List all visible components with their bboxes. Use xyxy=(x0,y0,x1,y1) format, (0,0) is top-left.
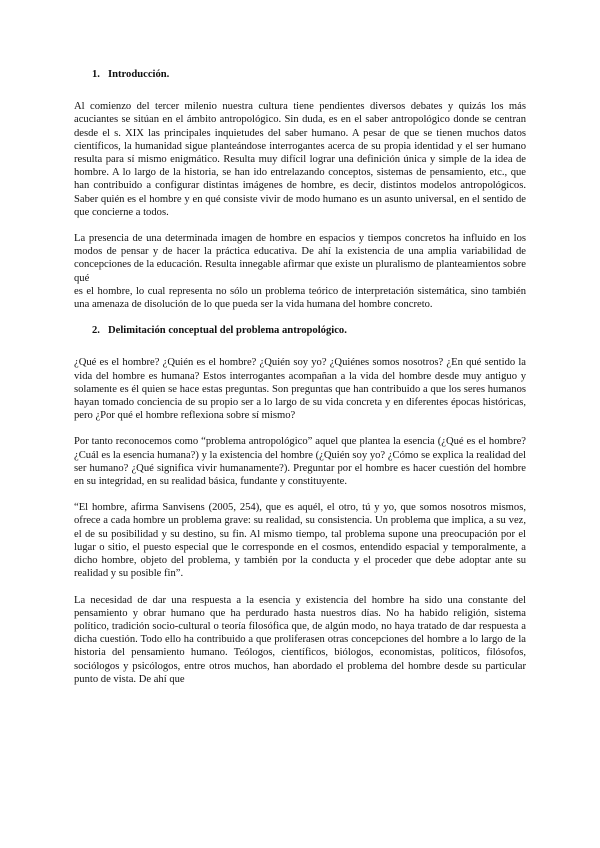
paragraph: La necesidad de dar una respuesta a la esencia y existencia del hombre ha sido una constante del pensamiento y obrar humano que ha perdurado hasta nuestros días. No ha habido religión, sistema político, tradición socio-cultural o teoría filosófica que, de algún modo, no haya tratado de dar respuesta a dicha cuestión. Todo ello ha contribuido a que proliferasen otras concepciones del hombre a lo largo de la historia del pensamiento humano. Teólogos, científicos, biólogos, economistas, políticos, filósofos, sociólogos y psicólogos, entre otros muchos, han abordado el problema del hombre desde su particular punto de vista. De ahí que xyxy=(74,594,526,685)
document-body xyxy=(74,68,526,686)
section-title: Delimitación conceptual del problema antropológico. xyxy=(108,325,347,337)
paragraph: La presencia de una determinada imagen de hombre en espacios y tiempos concretos ha influido en los modos de pensar y de hacer la práctica educativa. De ahí la existencia de una amplia variabilidad de concepciones de la educación. Resulta innegable afirmar que existe un pluralismo de planteamientos sobre qué xyxy=(74,233,526,284)
section-title: Introducción. xyxy=(108,69,170,80)
section-number: 2. xyxy=(92,325,100,337)
section-number: 1. xyxy=(92,69,100,80)
paragraph: Al comienzo del tercer milenio nuestra cultura tiene pendientes diversos debates y quizás los más acuciantes se sitúan en el ámbito antropológico. Sin duda, es en el saber antropológico donde se centran desde el s. XIX las principales inquietudes del saber humano. A pesar de que se tienen muchos datos científicos, la humanidad sigue planteándose interrogantes acerca de su propia identidad y el ser humano resulta para sí mismo enigmático. Resulta muy difícil lograr una definición única y simple de la idea de hombre. A lo largo de la historia, se han ido entrelazando conceptos, sistemas de pensamiento, etc., que han contribuido a configurar distintas imágenes de hombre, es decir, distintos modelos antropológicos. Saber quién es el hombre y en qué consiste vivir de modo humano es un asunto universal, en el sentido de que concierne a todos. xyxy=(74,101,526,218)
paragraph: Por tanto reconocemos como “problema antropológico” aquel que plantea la esencia (¿Qué es el hombre? ¿Cuál es la esencia humana?) y la existencia del hombre (¿Quién soy yo? ¿Cómo se explica la realidad del ser humano? ¿Qué significa vivir humanamente?). Preguntar por el hombre es hacer cuestión del hombre en su integridad, en su realidad básica, fundante y constituyente. xyxy=(74,436,526,488)
section-heading-introduccion xyxy=(74,68,526,81)
section-heading-delimitacion xyxy=(74,324,526,337)
quote-paragraph: “El hombre, afirma Sanvisens (2005, 254), que es aquél, el otro, tú y yo, que somos nosotros mismos, ofrece a cada hombre un problema grave: su realidad, su consistencia. Un problema que implica, a su vez, el de su posibilidad y su destino, su fin. Al mismo tiempo, tal problema supone una preocupación por el lugar o sitio, el puesto especial que le corresponde en el cosmos, entendido espacial y temporalmente, a dicho hombre, objeto del problema, y también por la conducta y el proceder que debe adoptar ante su realidad y su posible fin”. xyxy=(74,502,526,580)
paragraph: es el hombre, lo cual representa no sólo un problema teórico de interpretación sistemática, sino también una amenaza de disolución de lo que pueda ser la vida humana del hombre concreto. xyxy=(74,285,526,311)
paragraph: ¿Qué es el hombre? ¿Quién es el hombre? ¿Quién soy yo? ¿Quiénes somos nosotros? ¿En qué sentido la vida del hombre es humana? Estos interrogantes acompañan a la vida del hombre desde muy antiguo y solamente es él quien se hace estas preguntas. Son preguntas que han contribuido a que los seres humanos hayan tomado conciencia de su propio ser a lo largo de su vida concreta y en diferentes épocas históricas, pero ¿Por qué el hombre reflexiona sobre sí mismo? xyxy=(74,357,526,422)
